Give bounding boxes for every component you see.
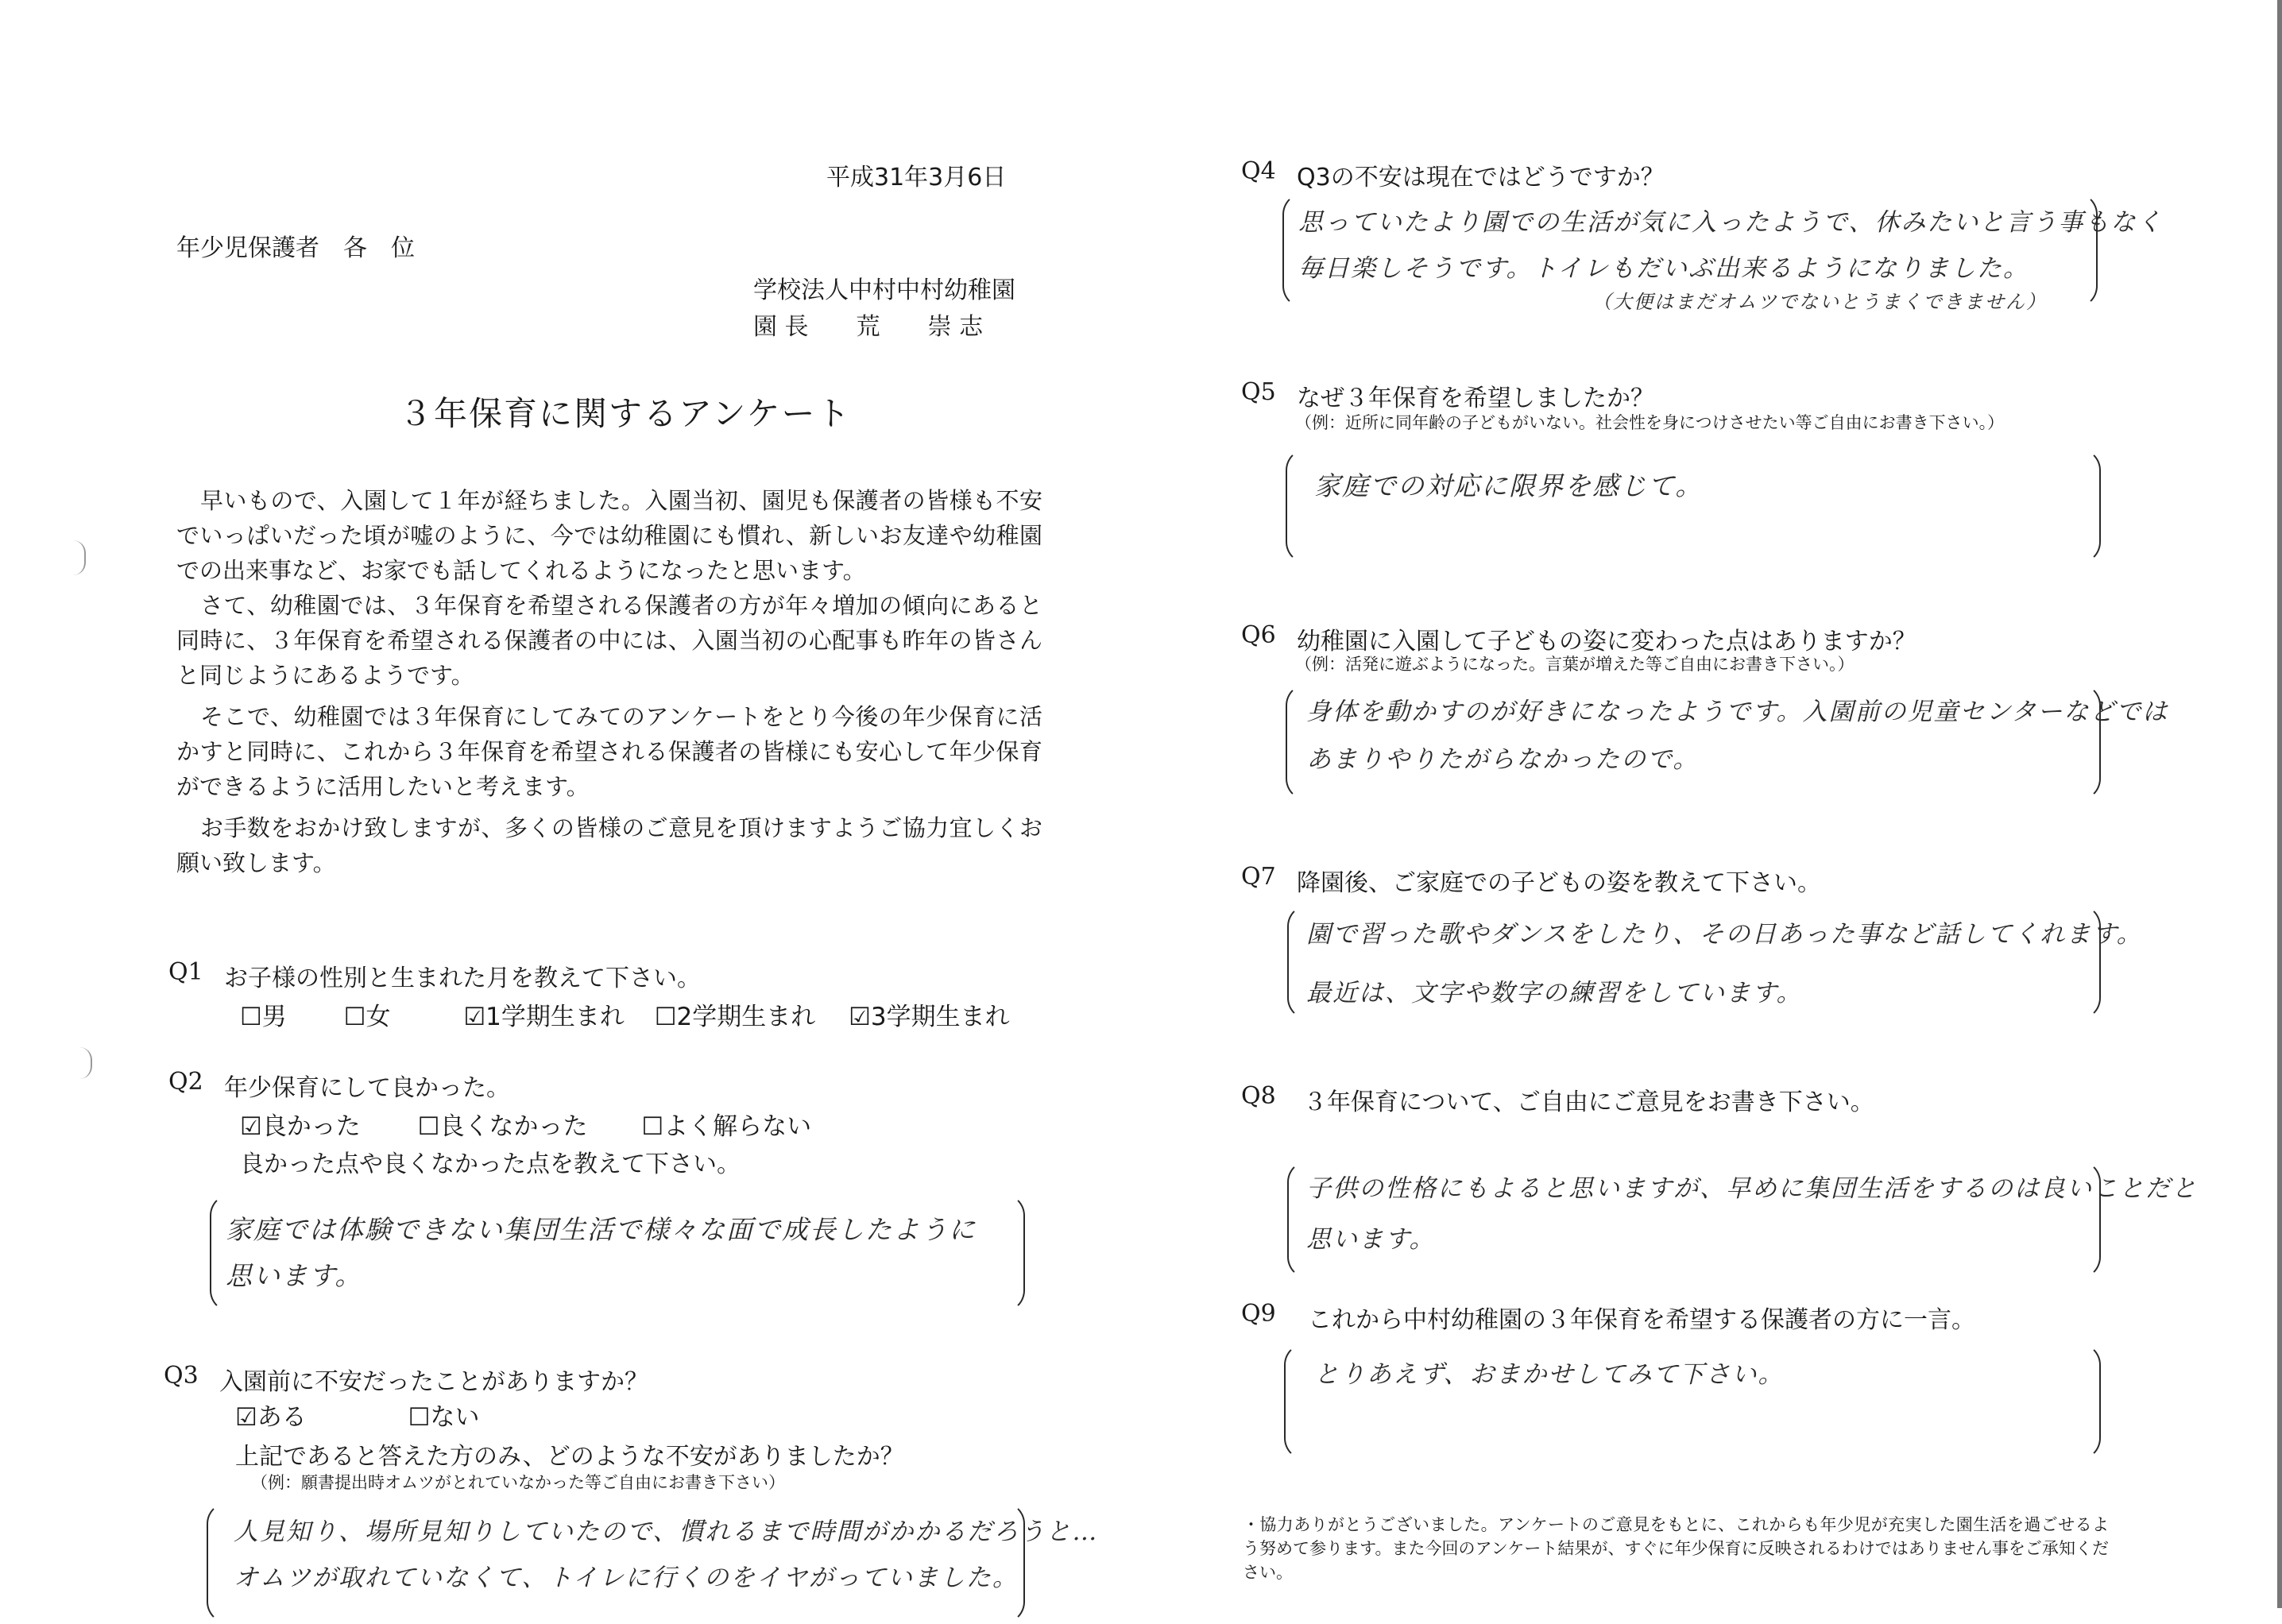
q3-subquestion: 上記であると答えた方のみ、どのような不安がありましたか？	[235, 1443, 904, 1471]
q2-answer-line-1: 家庭では体験できない集団生活で様々な面で成長したように	[226, 1214, 977, 1245]
q2-label: Q2	[168, 1068, 203, 1096]
q1-option-term2[interactable]: ☐2学期生まれ	[654, 1003, 816, 1031]
addressee: 年少児保護者 各 位	[176, 234, 415, 262]
intro-paragraph-4: お手数をおかけ致しますが、多くの皆様のご意見を頂けますようご協力宜しくお願い致します。	[176, 814, 1042, 876]
q5-example: （例：近所に同年齢の子どもがいない。社会性を身につけさせたい等ご自由にお書き下さい。）	[1295, 413, 2005, 432]
q3-option-yes[interactable]: ☑ある	[235, 1403, 307, 1432]
q6-label: Q6	[1241, 621, 1276, 649]
q4-answer-line-3: （大便はまだオムツでないとうまくできません）	[1592, 291, 2047, 313]
q9-question: これから中村幼稚園の３年保育を希望する保護者の方に一言。	[1308, 1306, 1975, 1334]
q9-label: Q9	[1241, 1300, 1276, 1328]
principal-name: 園 長 荒 崇 志	[753, 313, 984, 341]
q2-question: 年少保育にして良かった。	[224, 1074, 510, 1102]
q3-answer-line-1: 人見知り、場所見知りしていたので、慣れるまで時間がかかるだろうと…	[234, 1518, 1099, 1546]
q7-answer-line-1: 園で習った歌やダンスをしたり、その日あった事など話してくれます。	[1306, 920, 2143, 949]
q1-option-female[interactable]: ☐女	[343, 1003, 391, 1031]
intro-paragraph-3: そこで、幼稚園では３年保育にしてみてのアンケートをとり今後の年少保育に活かすと同時に、これから３年保育を希望される保護者の皆様にも安心して年少保育ができるように活用したいと考えます。	[176, 703, 1042, 800]
q4-question: Q3の不安は現在ではどうですか？	[1297, 164, 1665, 191]
q6-answer-line-1: 身体を動かすのが好きになったようです。入園前の児童センターなどでは	[1306, 698, 2169, 726]
q3-question: 入園前に不安だったことがありますか？	[219, 1368, 648, 1396]
q4-label: Q4	[1241, 157, 1276, 185]
q1-options	[240, 996, 1010, 1032]
q2-option-not-good[interactable]: ☐良くなかった	[417, 1112, 588, 1141]
q6-answer-line-2: あまりやりたがらなかったので。	[1306, 745, 1700, 774]
q8-label: Q8	[1241, 1082, 1276, 1110]
school-name: 学校法人中村中村幼稚園	[753, 276, 1015, 304]
q7-label: Q7	[1241, 863, 1276, 891]
q1-question: お子様の性別と生まれた月を教えて下さい。	[224, 965, 701, 992]
intro-paragraph-2: さて、幼稚園では、３年保育を希望される保護者の方が年々増加の傾向にあると同時に、３年保育を希望される保護者の中には、入園当初の心配事も昨年の皆さんと同じようにあるようです。	[176, 592, 1042, 689]
q8-question: ３年保育について、ご自由にご意見をお書き下さい。	[1303, 1088, 1874, 1116]
q1-option-term1[interactable]: ☑1学期生まれ	[463, 1003, 625, 1031]
q9-answer-line-1: とりあえず、おまかせしてみて下さい。	[1314, 1360, 1785, 1389]
q3-answer-line-2: オムツが取れていなくて、トイレに行くのをイヤがっていました。	[234, 1564, 1019, 1592]
q2-answer-line-2: 思います。	[226, 1260, 363, 1291]
q5-answer-line-1: 家庭での対応に限界を感じて。	[1314, 470, 1704, 501]
q3-option-no[interactable]: ☐ない	[408, 1403, 480, 1432]
q2-subquestion: 良かった点や良くなかった点を教えて下さい。	[240, 1150, 741, 1178]
q1-option-term3[interactable]: ☑3学期生まれ	[849, 1003, 1010, 1031]
q8-answer-line-2: 思います。	[1306, 1225, 1436, 1254]
q8-answer-line-1: 子供の性格にもよると思いますが、早めに集団生活をするのは良いことだと	[1306, 1174, 2198, 1203]
q6-question: 幼稚園に入園して子どもの姿に変わった点はありますか？	[1297, 628, 1916, 655]
q2-options	[240, 1106, 811, 1142]
q2-option-good[interactable]: ☑良かった	[240, 1112, 361, 1141]
date: 平成31年3月6日	[826, 164, 1007, 191]
q7-answer-line-2: 最近は、文字や数字の練習をしています。	[1306, 979, 1803, 1007]
fold-mark	[79, 1047, 92, 1079]
q1-label: Q1	[168, 958, 203, 986]
q2-option-unsure[interactable]: ☐よく解らない	[641, 1112, 812, 1141]
page-title: ３年保育に関するアンケート	[399, 394, 852, 433]
q4-answer-line-1: 思っていたより園での生活が気に入ったようで、休みたいと言う事もなく	[1298, 208, 2164, 237]
q3-label: Q3	[164, 1362, 199, 1390]
q3-options	[235, 1397, 479, 1433]
q5-label: Q5	[1241, 378, 1276, 406]
scan-edge	[2277, 0, 2282, 1608]
q3-example: （例：願書提出時オムツがとれていなかった等ご自由にお書き下さい）	[251, 1473, 785, 1492]
q6-example: （例：活発に遊ぶようになった。言葉が増えた等ご自由にお書き下さい。）	[1295, 655, 1855, 674]
intro-paragraph-1: 早いもので、入園して１年が経ちました。入園当初、園児も保護者の皆様も不安でいっぱいだった頃が嘘のように、今では幼稚園にも慣れ、新しいお友達や幼稚園での出来事など、お家でも話してくれるようになったと思います。	[176, 487, 1042, 584]
q4-answer-line-2: 毎日楽しそうです。トイレもだいぶ出来るようになりました。	[1298, 254, 2029, 283]
q7-question: 降園後、ご家庭での子どもの姿を教えて下さい。	[1297, 869, 1821, 897]
q1-option-male[interactable]: ☐男	[240, 1003, 287, 1031]
fold-mark	[73, 540, 86, 575]
footer-note: ・協力ありがとうございました。アンケートのご意見をもとに、これからも年少児が充実した園生活を過ごせるよう努めて参ります。また今回のアンケート結果が、すぐに年少保育に反映されるわけではありません事をご承知ください。	[1243, 1515, 2109, 1582]
q5-question: なぜ３年保育を希望しましたか？	[1297, 385, 1654, 412]
